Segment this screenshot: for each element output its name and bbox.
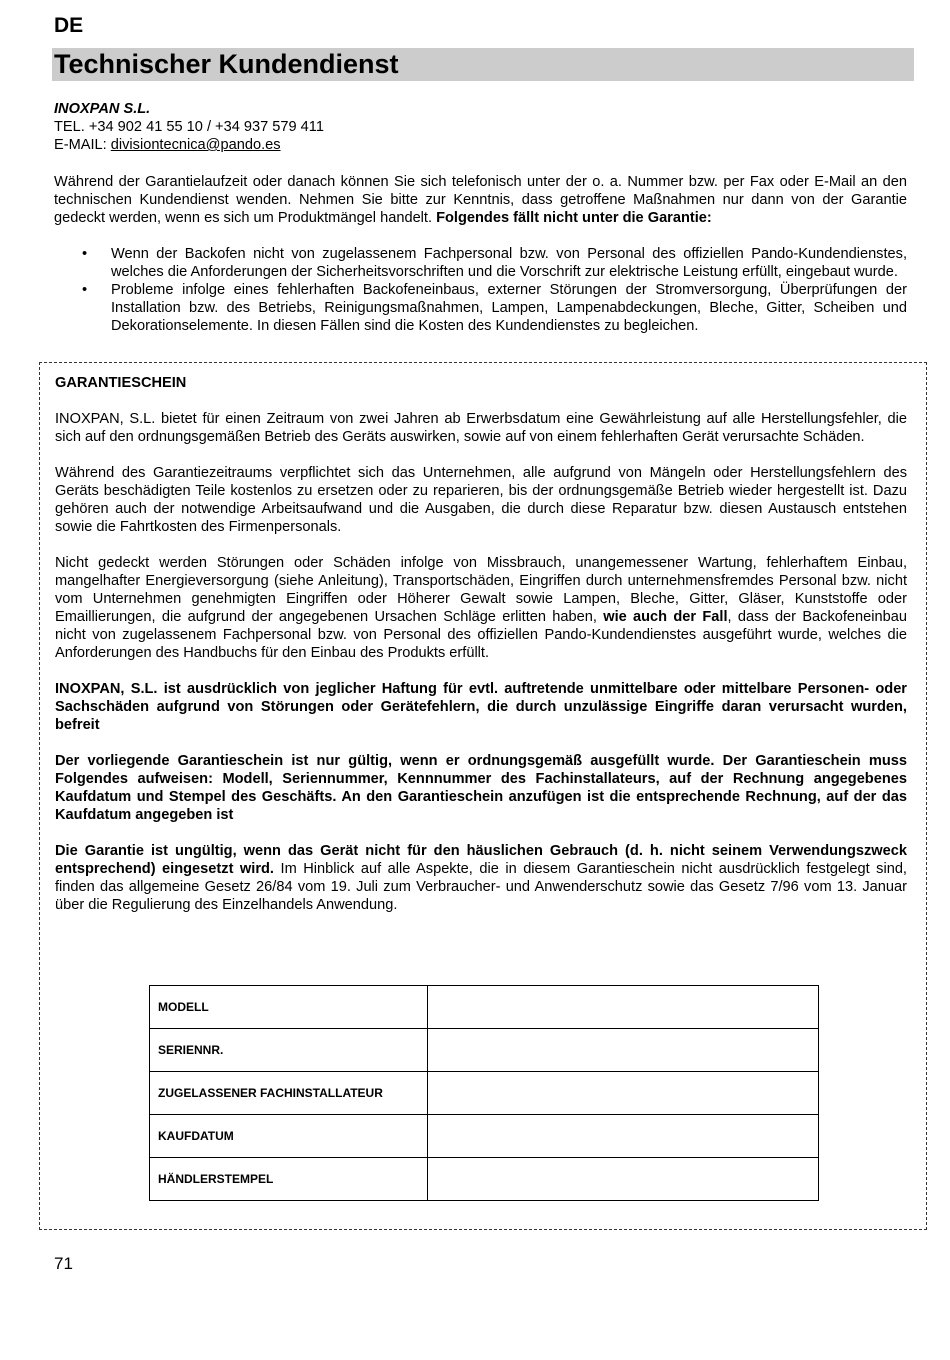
list-item (54, 245, 907, 281)
list-item-text: Probleme infolge eines fehlerhaften Backofeneinbaus, externer Störungen der Stromversorgung, Überprüfungen der Installation bzw. des Betriebs, Reinigungsmaßnahmen, Lampen, Lampenabdeckungen, Bleche, Gitter, Scheiben und Dekorationselemente. In diesen Fällen sind die Kosten des Kundendienstes zu begleichen. (111, 282, 907, 334)
title-bar (52, 48, 914, 81)
intro-exclusions-heading: Folgendes fällt nicht unter die Garantie: (436, 210, 712, 226)
intro-text: Während der Garantielaufzeit oder danach können Sie sich telefonisch unter der o. a. Nummer bzw. per Fax oder E-Mail an den technischen Kundendienst wenden. Nehmen Sie bitte zur Kenntnis, dass getroffene Maßnahmen nur dann von der Garantie gedeckt werden, wenn es sich um Produktmängel handelt. (54, 174, 907, 226)
email-line (54, 136, 914, 154)
form-label: HÄNDLERSTEMPEL (150, 1158, 428, 1201)
table-row (150, 1115, 819, 1158)
form-field[interactable] (428, 986, 819, 1029)
warranty-body (55, 374, 907, 932)
form-label: KAUFDATUM (150, 1115, 428, 1158)
intro-paragraph (54, 173, 907, 227)
form-field[interactable] (428, 1158, 819, 1201)
form-field[interactable] (428, 1115, 819, 1158)
email-label: E-MAIL: (54, 137, 111, 153)
contact-block (54, 100, 914, 154)
warranty-paragraph-2: Während des Garantiezeitraums verpflichtet sich das Unternehmen, alle aufgrund von Mängeln oder Herstellungsfehlern des Geräts beschädigten Teile kostenlos zu ersetzen oder zu reparieren, bis der ordnungsgemäße Betrieb wieder hergestellt ist. Dazu gehören auch der notwendige Arbeitsaufwand und die Ausgaben, die durch diese Reparatur bzw. diesen Austausch entstehen sowie die Fahrtkosten des Firmenpersonals. (55, 465, 907, 535)
table-row (150, 986, 819, 1029)
p3-text-c: , dass der Backofeneinbau nicht von zugelassenem Fachpersonal bzw. von Personal des offiziellen Pando-Kundendienstes ausgeführt wurde, welches die Anforderungen des Handbuchs für den Einbau des Produkts erfüllt. (55, 609, 907, 661)
form-field[interactable] (428, 1029, 819, 1072)
page-number: 71 (54, 1254, 73, 1273)
form-label: MODELL (150, 986, 428, 1029)
language-code: DE (54, 14, 84, 37)
phone-line: TEL. +34 902 41 55 10 / +34 937 579 411 (54, 119, 324, 135)
form-label: ZUGELASSENER FACHINSTALLATEUR (150, 1072, 428, 1115)
warranty-form-table (149, 985, 819, 1201)
email-link[interactable]: divisiontecnica@pando.es (110, 137, 281, 153)
table-row (150, 1158, 819, 1201)
bullet-icon: • (82, 282, 88, 298)
exclusion-list (54, 245, 907, 335)
p3-text-bold: wie auch der Fall (603, 609, 728, 625)
company-name: INOXPAN S.L. (54, 101, 151, 117)
warranty-paragraph-1: INOXPAN, S.L. bietet für einen Zeitraum von zwei Jahren ab Erwerbsdatum eine Gewährleistung auf alle Herstellungsfehler, die sich auf den ordnungsgemäßen Betrieb des Geräts auswirken, sowie auf von einem fehlerhaften Gerät verursachte Schäden. (55, 411, 907, 445)
table-row (150, 1029, 819, 1072)
list-item (54, 281, 907, 335)
p3-text-a: Nicht gedeckt werden Störungen oder Schäden infolge von Missbrauch, unangemessener Wartung, fehlerhaftem Einbau, mangelhafter Energieversorgung (siehe Anleitung), Transportschäden, Eingriffen durch unternehmensfremdes Personal bzw. nicht vom Unternehmen genehmigten Eingriffen oder Höherer Gewalt sowie Lampen, Bleche, Gitter, Gläser, Kunststoffe oder Emaillierungen, die aufgrund der angegebenen Ursachen Schläge erlitten haben, (55, 555, 907, 625)
form-field[interactable] (428, 1072, 819, 1115)
list-item-text: Wenn der Backofen nicht von zugelassenem Fachpersonal bzw. von Personal des offiziellen Pando-Kundendienstes, welches die Anforderungen der Sicherheitsvorschriften und die Vorschrift zur elektrische Leistung erfüllt, eingebaut wurde. (111, 246, 907, 280)
warranty-paragraph-6 (55, 842, 907, 914)
form-label: SERIENNR. (150, 1029, 428, 1072)
bullet-icon: • (82, 246, 88, 262)
page-title: Technischer Kundendienst (54, 49, 399, 79)
warranty-paragraph-4: INOXPAN, S.L. ist ausdrücklich von jeglicher Haftung für evtl. auftretende unmittelbare oder mittelbare Personen- oder Sachschäden aufgrund von Störungen oder Gerätefehlern, die durch unzulässige Eingriffe daran verursacht wurden, befreit (55, 681, 907, 733)
table-row (150, 1072, 819, 1115)
warranty-paragraph-3 (55, 554, 907, 662)
p6-text-bold: Die Garantie ist ungültig, wenn das Gerät nicht für den häuslichen Gebrauch (d. h. nicht seinem Verwendungszweck entsprechend) eingesetzt wird. (55, 843, 907, 877)
warranty-paragraph-5: Der vorliegende Garantieschein ist nur gültig, wenn er ordnungsgemäß ausgefüllt wurde. Der Garantieschein muss Folgendes aufweisen: Modell, Seriennummer, Kennnummer des Fachinstallateurs, auf der Rechnung angegebenes Kaufdatum und Stempel des Geschäfts. An den Garantieschein anzufügen ist die entsprechende Rechnung, auf der das Kaufdatum angegeben ist (55, 753, 907, 823)
warranty-certificate (39, 362, 927, 1230)
warranty-heading: GARANTIESCHEIN (55, 375, 187, 391)
p6-text: Im Hinblick auf alle Aspekte, die in diesem Garantieschein nicht ausdrücklich festgelegt sind, finden das allgemeine Gesetz 26/84 vom 19. Juli zum Verbraucher- und Anwenderschutz sowie das Gesetz 7/96 vom 13. Januar über die Regulierung des Einzelhandels Anwendung. (55, 861, 907, 913)
